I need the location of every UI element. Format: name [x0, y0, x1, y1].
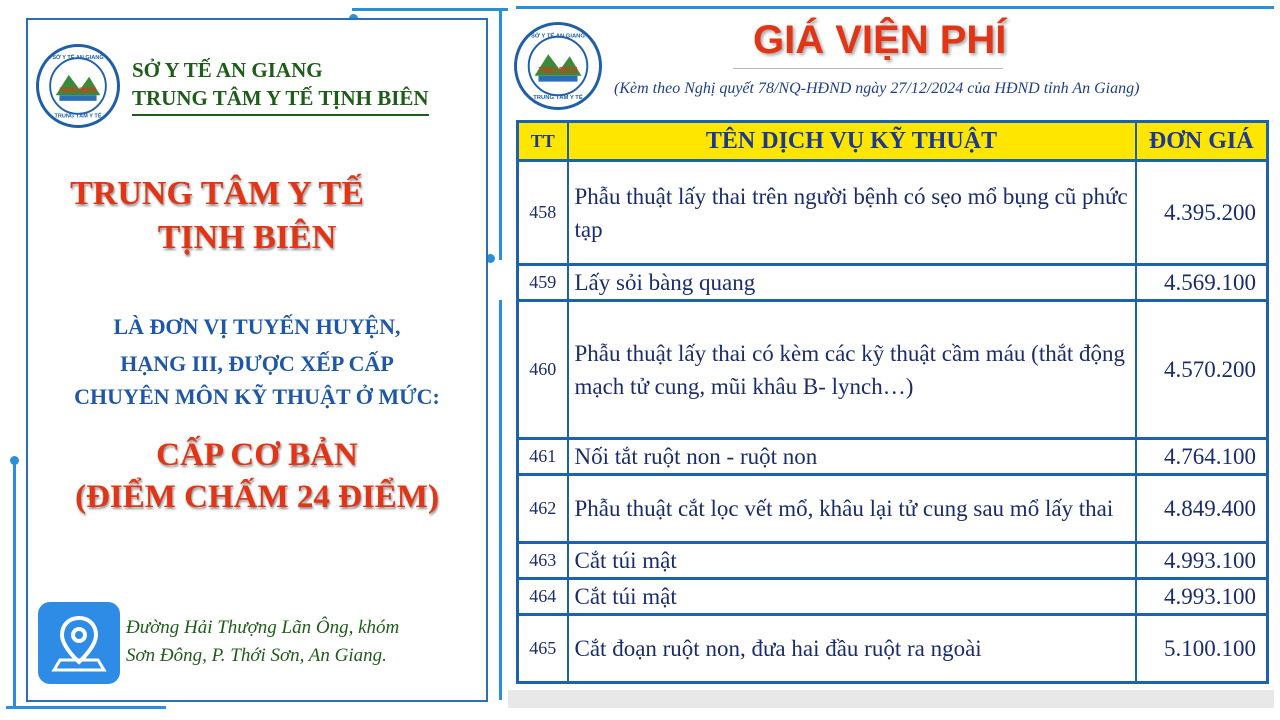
description-line-1: LÀ ĐƠN VỊ TUYẾN HUYỆN, — [113, 314, 401, 339]
row-tt: 465 — [518, 615, 568, 683]
row-price: 4.993.100 — [1136, 579, 1268, 615]
table-row — [518, 301, 1268, 439]
location-pin-icon — [38, 602, 120, 684]
row-price: 4.569.100 — [1136, 265, 1268, 301]
org-line-1: SỞ Y TẾ AN GIANG — [132, 58, 323, 82]
address-text — [126, 614, 399, 670]
row-service-name: Phẫu thuật lấy thai có kèm các kỹ thuật cầm máu (thắt động mạch tử cung, mũi khâu B- lynch…) — [568, 301, 1136, 439]
table-row — [518, 579, 1268, 615]
decor-line-top-right — [352, 8, 512, 11]
hospital-logo-right — [514, 22, 602, 110]
bottom-band — [508, 690, 1274, 708]
left-info-panel — [26, 18, 488, 702]
svg-text:TRUNG TÂM Y TẾ: TRUNG TÂM Y TẾ — [533, 95, 583, 102]
row-price: 5.100.100 — [1136, 615, 1268, 683]
hospital-logo-emblem — [39, 47, 117, 125]
row-service-name: Phẫu thuật lấy thai trên người bệnh có sẹo mổ bụng cũ phức tạp — [568, 161, 1136, 265]
svg-text:SỞ Y TẾ AN GIANG: SỞ Y TẾ AN GIANG — [531, 33, 585, 40]
price-panel — [508, 6, 1274, 708]
price-page-title: GIÁ VIỆN PHÍ — [753, 18, 1007, 62]
table-row — [518, 615, 1268, 683]
right-top-bar — [516, 6, 1274, 9]
svg-text:TỊNH BIÊN: TỊNH BIÊN — [538, 65, 578, 75]
row-price: 4.764.100 — [1136, 439, 1268, 475]
row-service-name: Cắt đoạn ruột non, đưa hai đầu ruột ra ngoài — [568, 615, 1136, 683]
service-price-table — [516, 120, 1269, 684]
decor-line-right-lower — [499, 300, 502, 700]
address-line-1: Đường Hải Thượng Lãn Ông, khóm — [126, 617, 400, 638]
row-price: 4.570.200 — [1136, 301, 1268, 439]
row-tt: 464 — [518, 579, 568, 615]
address-line-2: Sơn Đông, P. Thới Sơn, An Giang. — [126, 645, 387, 666]
row-price: 4.993.100 — [1136, 543, 1268, 579]
level-line-2: (ĐIỂM CHẤM 24 ĐIỂM) — [75, 479, 439, 515]
org-line-2: TRUNG TÂM Y TẾ TỊNH BIÊN — [132, 84, 429, 116]
table-row — [518, 439, 1268, 475]
hospital-logo — [36, 44, 120, 128]
row-service-name: Lấy sỏi bàng quang — [568, 265, 1136, 301]
decor-line-left-vertical — [13, 460, 16, 706]
table-row — [518, 265, 1268, 301]
description-line-2: HẠNG III, ĐƯỢC XẾP CẤP — [120, 351, 394, 376]
center-title-line-2: TỊNH BIÊN — [157, 219, 337, 256]
hospital-logo-emblem-right — [517, 25, 599, 107]
row-service-name: Phẫu thuật cắt lọc vết mổ, khâu lại tử cung sau mổ lấy thai — [568, 475, 1136, 543]
address-block — [36, 602, 476, 686]
center-title-line-1: TRUNG TÂM Y TẾ — [70, 175, 364, 212]
row-tt: 459 — [518, 265, 568, 301]
row-tt: 463 — [518, 543, 568, 579]
svg-text:TRUNG TÂM Y TẾ: TRUNG TÂM Y TẾ — [54, 113, 102, 120]
table-row — [518, 543, 1268, 579]
title-underline — [733, 68, 1003, 69]
row-service-name: Nối tắt ruột non - ruột non — [568, 439, 1136, 475]
level-line-1: CẤP CƠ BẢN — [156, 437, 358, 473]
decor-line-bottom-left — [6, 706, 166, 709]
row-tt: 462 — [518, 475, 568, 543]
row-service-name: Cắt túi mật — [568, 543, 1136, 579]
row-price: 4.395.200 — [1136, 161, 1268, 265]
header-service-name: TÊN DỊCH VỤ KỸ THUẬT — [568, 122, 1136, 161]
svg-text:TỊNH BIÊN: TỊNH BIÊN — [59, 85, 97, 95]
row-price: 4.849.400 — [1136, 475, 1268, 543]
row-service-name: Cắt túi mật — [568, 579, 1136, 615]
table-row — [518, 475, 1268, 543]
description-line-3: CHUYÊN MÔN KỸ THUẬT Ở MỨC: — [74, 384, 440, 409]
decor-line-right-vertical — [499, 10, 502, 260]
header-tt: TT — [518, 122, 568, 161]
header-unit-price: ĐƠN GIÁ — [1136, 122, 1268, 161]
svg-text:SỞ Y TẾ AN GIANG: SỞ Y TẾ AN GIANG — [52, 55, 104, 62]
organization-name — [132, 56, 429, 116]
row-tt: 458 — [518, 161, 568, 265]
row-tt: 461 — [518, 439, 568, 475]
table-row — [518, 161, 1268, 265]
resolution-subtitle: (Kèm theo Nghị quyết 78/NQ-HĐND ngày 27/12/2024 của HĐND tỉnh An Giang) — [614, 80, 1140, 97]
row-tt: 460 — [518, 301, 568, 439]
table-header-row — [518, 122, 1268, 161]
